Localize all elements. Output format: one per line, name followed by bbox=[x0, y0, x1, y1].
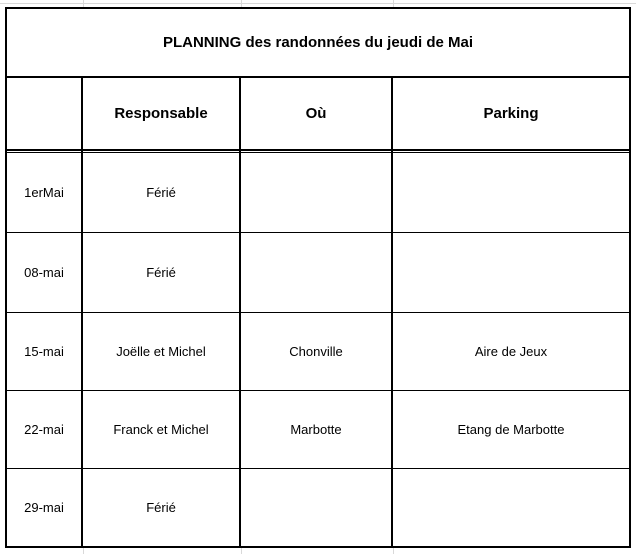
row-responsable[interactable]: Joëlle et Michel bbox=[83, 313, 239, 390]
column-border bbox=[391, 78, 393, 546]
row-parking[interactable] bbox=[393, 153, 629, 232]
row-parking[interactable]: Aire de Jeux bbox=[393, 313, 629, 390]
row-parking[interactable]: Etang de Marbotte bbox=[393, 391, 629, 468]
row-date[interactable]: 08-mai bbox=[7, 233, 81, 312]
row-date[interactable]: 29-mai bbox=[7, 469, 81, 546]
row-date[interactable]: 15-mai bbox=[7, 313, 81, 390]
row-ou[interactable] bbox=[241, 153, 391, 232]
header-ou[interactable]: Où bbox=[241, 78, 391, 149]
header-separator bbox=[7, 149, 629, 151]
column-border bbox=[239, 78, 241, 546]
row-responsable[interactable]: Férié bbox=[83, 153, 239, 232]
sheet-gridline bbox=[0, 3, 636, 4]
planning-table bbox=[5, 7, 631, 548]
row-date[interactable]: 22-mai bbox=[7, 391, 81, 468]
row-responsable[interactable]: Franck et Michel bbox=[83, 391, 239, 468]
header-date-cell[interactable] bbox=[7, 78, 81, 149]
row-responsable[interactable]: Férié bbox=[83, 233, 239, 312]
row-parking[interactable] bbox=[393, 469, 629, 546]
table-title[interactable]: PLANNING des randonnées du jeudi de Mai bbox=[7, 9, 629, 78]
row-ou[interactable]: Marbotte bbox=[241, 391, 391, 468]
column-border bbox=[81, 78, 83, 546]
row-ou[interactable] bbox=[241, 469, 391, 546]
row-ou[interactable] bbox=[241, 233, 391, 312]
header-responsable[interactable]: Responsable bbox=[83, 78, 239, 149]
row-parking[interactable] bbox=[393, 233, 629, 312]
row-date[interactable]: 1erMai bbox=[7, 153, 81, 232]
row-ou[interactable]: Chonville bbox=[241, 313, 391, 390]
row-responsable[interactable]: Férié bbox=[83, 469, 239, 546]
header-parking[interactable]: Parking bbox=[393, 78, 629, 149]
